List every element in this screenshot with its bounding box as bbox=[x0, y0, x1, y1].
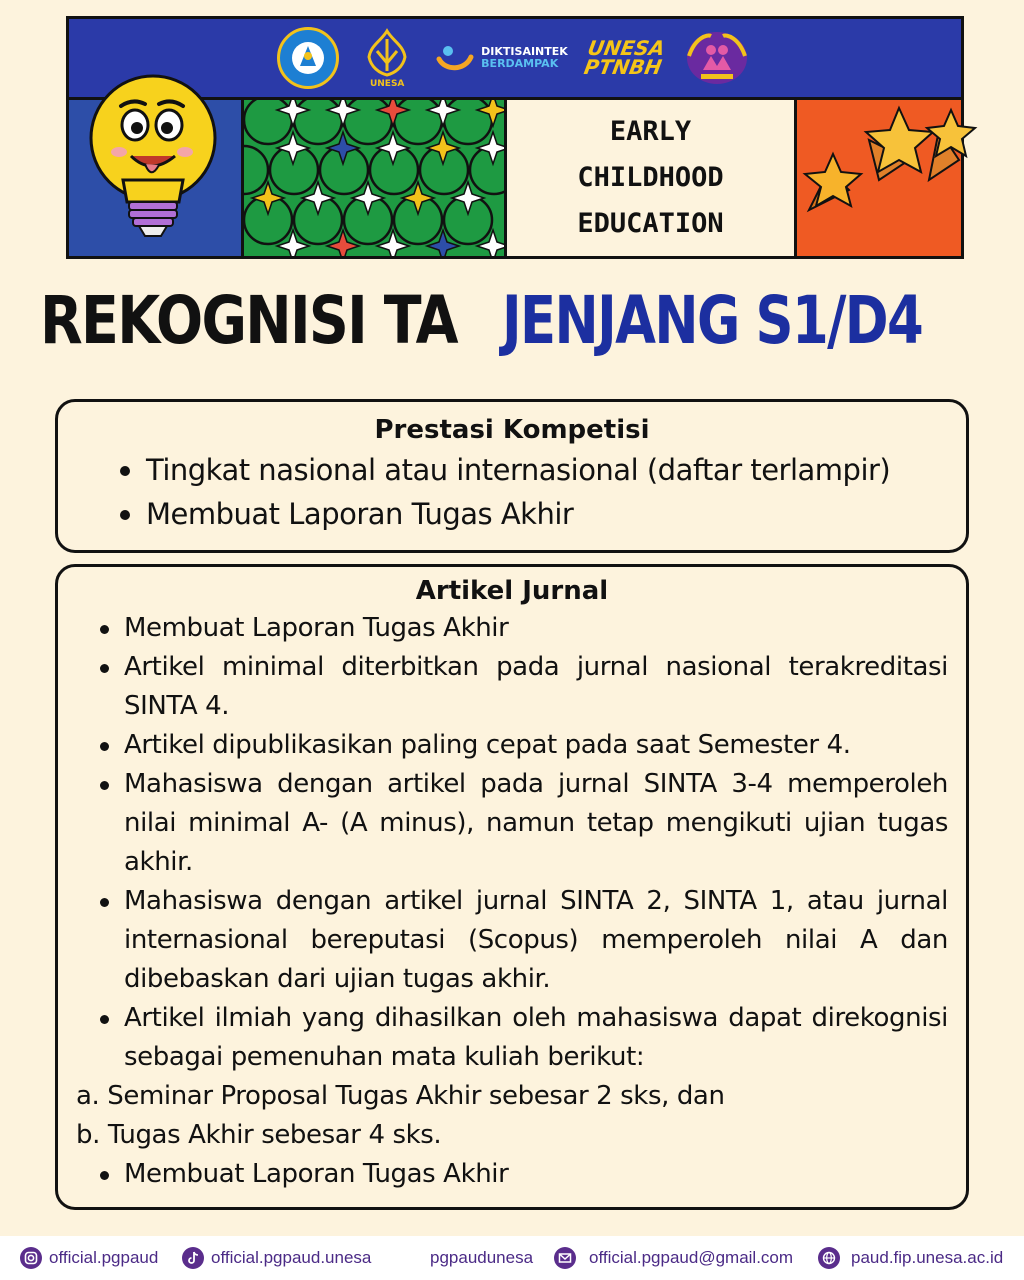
title-part2: JENJANG S1/D4 bbox=[502, 281, 923, 359]
list-item: Mahasiswa dengan artikel jurnal SINTA 2, SINTA 1, atau jurnal internasional bereputasi (Scopus) memperoleh nilai A dan dibebaskan dari ujian tugas akhir. bbox=[58, 882, 966, 999]
artikel-list bbox=[58, 609, 966, 1194]
list-item: Artikel minimal diterbitkan pada jurnal nasional terakreditasi SINTA 4. bbox=[58, 648, 966, 726]
prestasi-kompetisi-card bbox=[55, 399, 969, 553]
globe-icon bbox=[818, 1247, 840, 1269]
prestasi-list bbox=[116, 448, 966, 536]
bulb-panel bbox=[69, 100, 244, 256]
list-item: Artikel dipublikasikan paling cepat pada saat Semester 4. bbox=[58, 726, 966, 765]
tiktok-icon bbox=[182, 1247, 204, 1269]
email-icon bbox=[554, 1247, 576, 1269]
stars-icon bbox=[799, 100, 979, 224]
sub-list-item: a. Seminar Proposal Tugas Akhir sebesar 2 sks, dan bbox=[76, 1081, 725, 1111]
footer-website[interactable] bbox=[818, 1246, 1003, 1270]
tut-wuri-handayani-logo bbox=[277, 27, 339, 89]
list-item: Mahasiswa dengan artikel pada jurnal SINTA 3-4 memperoleh nilai minimal A- (A minus), namun tetap mengikuti ujian tugas akhir. bbox=[58, 765, 966, 882]
stars-panel bbox=[797, 100, 961, 256]
instagram-handle: official.pgpaud bbox=[49, 1248, 159, 1267]
footer-email[interactable] bbox=[554, 1246, 793, 1270]
list-item: Membuat Laporan Tugas Akhir bbox=[58, 1155, 966, 1194]
dikti-line1: DIKTISAINTEK bbox=[481, 45, 568, 58]
page-title bbox=[40, 280, 990, 360]
program-line-childhood: CHILDHOOD bbox=[577, 162, 724, 193]
prestasi-heading: Prestasi Kompetisi bbox=[374, 415, 650, 445]
website-url: paud.fip.unesa.ac.id bbox=[851, 1248, 1004, 1267]
title-part1: REKOGNISI TA bbox=[40, 281, 457, 359]
list-item: Artikel ilmiah yang dihasilkan oleh mahasiswa dapat direkognisi sebagai pemenuhan mata kuliah berikut: bbox=[58, 999, 966, 1077]
email-address: official.pgpaud@gmail.com bbox=[589, 1248, 794, 1267]
unesa-logo bbox=[357, 23, 417, 93]
footer-contacts bbox=[0, 1236, 1024, 1280]
list-item: Tingkat nasional atau internasional (daftar terlampir) bbox=[116, 448, 966, 492]
header-banner bbox=[66, 16, 964, 259]
footer-instagram[interactable] bbox=[20, 1246, 158, 1270]
pattern-panel bbox=[244, 100, 507, 256]
footer-tiktok[interactable] bbox=[182, 1246, 371, 1270]
sub-list-item: b. Tugas Akhir sebesar 4 sks. bbox=[76, 1120, 442, 1150]
dikti-line2: BERDAMPAK bbox=[481, 57, 559, 70]
unesa-ptnbh-logo bbox=[582, 36, 667, 79]
list-item: Membuat Laporan Tugas Akhir bbox=[116, 492, 966, 536]
diktisaintek-logo bbox=[435, 43, 568, 73]
tiktok-handle: official.pgpaud.unesa bbox=[211, 1248, 372, 1267]
program-line-early: EARLY bbox=[609, 116, 692, 147]
artikel-jurnal-card bbox=[55, 564, 969, 1210]
pgpaud-logo bbox=[681, 26, 753, 90]
unesa-logo-label: UNESA bbox=[369, 79, 405, 89]
footer-youtube[interactable] bbox=[430, 1246, 533, 1270]
lightbulb-mascot-icon bbox=[89, 70, 229, 254]
instagram-icon bbox=[20, 1247, 42, 1269]
program-line-education: EDUCATION bbox=[577, 208, 724, 239]
program-name-panel bbox=[507, 100, 797, 256]
artikel-heading: Artikel Jurnal bbox=[415, 576, 609, 606]
ptnbh-line1: UNESA bbox=[585, 36, 667, 60]
ptnbh-line2: PTNBH bbox=[582, 55, 664, 79]
youtube-handle: pgpaudunesa bbox=[430, 1248, 534, 1267]
list-item: Membuat Laporan Tugas Akhir bbox=[58, 609, 966, 648]
